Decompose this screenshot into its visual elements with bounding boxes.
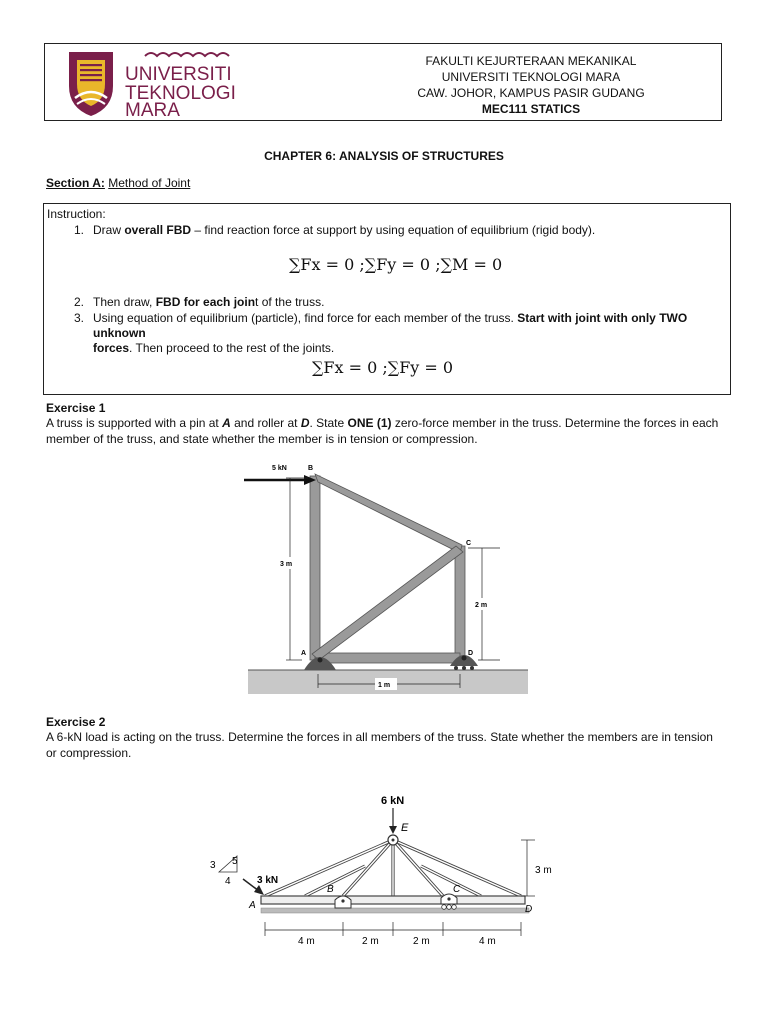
ground	[261, 908, 529, 913]
joint-label-c: C	[466, 540, 472, 547]
chapter-title: CHAPTER 6: ANALYSIS OF STRUCTURES	[264, 149, 504, 163]
dimension-2: 2 m	[362, 936, 379, 947]
dimension-height: 3 m	[280, 561, 293, 568]
exercise-2-title: Exercise 2	[46, 715, 106, 729]
joint-label-a: A	[301, 650, 307, 657]
joint-label-e: E	[401, 822, 409, 834]
instruction-box	[43, 203, 731, 395]
equation-rigid-body: ∑Fx = 0 ;∑Fy = 0 ;∑M = 0	[289, 255, 503, 274]
exercise-2-text: A 6-kN load is acting on the truss. Determine the forces in all members of the truss. State whether the members are in tension or compression.	[46, 730, 713, 760]
member-bc	[315, 474, 462, 553]
section-heading	[46, 176, 190, 190]
header-text	[345, 53, 717, 117]
joint-label-d: D	[468, 650, 474, 657]
course-code: MEC111 STATICS	[481, 102, 581, 116]
uitm-logo	[49, 46, 249, 118]
member-ad	[315, 653, 460, 663]
member-ac	[312, 546, 463, 660]
step-2-number: 2.	[74, 295, 85, 309]
equation-particle: ∑Fx = 0 ;∑Fy = 0	[312, 358, 454, 377]
dimension-right-height: 2 m	[475, 602, 488, 609]
header-box	[44, 43, 722, 121]
step-1-number: 1.	[74, 223, 85, 237]
top-load-arrow	[389, 826, 397, 834]
step-3-number: 3.	[74, 311, 85, 325]
slope-hypotenuse: 5	[232, 856, 238, 867]
dimension-height: 3 m	[535, 865, 552, 876]
step-3-text: Using equation of equilibrium (particle), find force for each member of the truss. Start with joint with only TWO unknown forces. Then proceed to the rest of the joints.	[93, 311, 688, 355]
university-name-line-2: TEKNOLOGI	[125, 83, 236, 104]
top-load-label: 6 kN	[381, 795, 405, 807]
instruction-heading: Instruction:	[47, 207, 106, 221]
university-name-line-3: MARA	[125, 100, 180, 118]
left-load-arrow	[254, 885, 264, 895]
section-title: Method of Joint	[108, 176, 191, 190]
dimension-1: 4 m	[298, 936, 315, 947]
member-cd	[455, 546, 465, 660]
slope-vertical: 3	[210, 860, 216, 871]
dimension-width: 1 m	[378, 682, 391, 689]
section-label: Section A:	[46, 176, 105, 190]
step-1-text: Draw overall FBD – find reaction force at support by using equation of equilibrium (rigid body).	[93, 223, 596, 237]
joint-label-a: A	[249, 900, 256, 911]
university-name: UNIVERSITI TEKNOLOGI MARA	[441, 70, 621, 84]
dimension-4: 4 m	[479, 936, 496, 947]
member-ab	[310, 476, 320, 660]
campus-name: CAW. JOHOR, KAMPUS PASIR GUDANG	[417, 86, 645, 100]
load-label: 5 kN	[272, 465, 287, 472]
joint-label-b: B	[308, 465, 314, 472]
joint-label-d: D	[525, 904, 533, 915]
joint-label-c: C	[453, 884, 461, 895]
left-load-label: 3 kN	[257, 875, 279, 886]
step-2-text: Then draw, FBD for each joint of the truss.	[93, 295, 325, 309]
bottom-chord	[261, 896, 525, 904]
exercise-1-truss-figure	[242, 460, 532, 696]
dimension-3: 2 m	[413, 936, 430, 947]
university-name-line-1: UNIVERSITI	[125, 64, 232, 85]
exercise-1-title: Exercise 1	[46, 401, 106, 415]
faculty-name: FAKULTI KEJURTERAAN MEKANIKAL	[425, 54, 637, 68]
joint-label-b: B	[327, 884, 334, 895]
exercise-1-text: A truss is supported with a pin at A and roller at D. State ONE (1) zero-force member in the truss. Determine the forces in each member of the truss, and state whether the member is in tension or compression.	[46, 416, 719, 446]
slope-horizontal: 4	[225, 876, 231, 887]
exercise-2-truss-figure	[205, 778, 565, 958]
